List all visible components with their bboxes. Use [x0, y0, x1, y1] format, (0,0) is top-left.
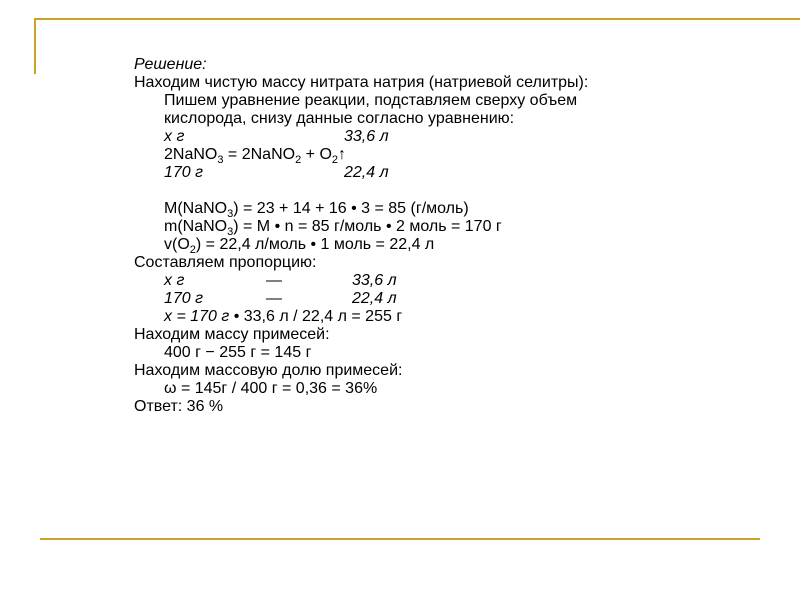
prop-row1-dash: — [266, 272, 282, 289]
prop-row1-b: 33,6 л [352, 272, 397, 289]
eq-part1: 2NaNO [164, 146, 218, 163]
frame-top-rule [34, 18, 800, 20]
volume-sub: 2 [189, 244, 196, 256]
eq-part2: = 2NaNO [223, 146, 296, 163]
mass-sub: 3 [227, 226, 234, 238]
impurity-fraction-title: Находим массовую долю примесей: [134, 362, 403, 379]
eq-top-left: x г [164, 128, 185, 145]
frame-left-accent [34, 18, 36, 74]
solution-heading: Решение: [134, 56, 207, 73]
molar-sub: 3 [227, 208, 234, 220]
impurity-mass-title: Находим массу примесей: [134, 326, 330, 343]
equation-bottom-labels [134, 164, 774, 182]
proportion-row1 [134, 272, 774, 290]
answer-line: Ответ: 36 % [134, 398, 224, 415]
reaction-equation [134, 146, 774, 164]
equation-top-labels [134, 128, 774, 146]
impurity-mass-calc: 400 г − 255 г = 145 г [164, 344, 312, 361]
eq-sub1: 3 [217, 154, 224, 166]
prop-result-italic: x = 170 г [164, 308, 230, 325]
molar-mass-line [134, 200, 774, 218]
molar-p2: ) = 23 + 14 + 16 • 3 = 85 (г/моль) [233, 200, 469, 217]
eq-bottom-right: 22,4 л [344, 164, 389, 181]
eq-part3: + O [301, 146, 332, 163]
proportion-title: Составляем пропорцию: [134, 254, 317, 271]
step1-line2: кислорода, снизу данные согласно уравнению: [164, 110, 515, 127]
prop-row1-a: x г [164, 272, 185, 289]
proportion-result [134, 308, 774, 326]
prop-row2-a: 170 г [164, 290, 204, 307]
step1-line1: Пишем уравнение реакции, подставляем сверху объем [164, 92, 578, 109]
eq-sub3: 2 [331, 154, 339, 166]
spacer [134, 182, 774, 200]
mass-p1: m(NaNO [164, 218, 228, 235]
eq-bottom-left: 170 г [164, 164, 204, 181]
slide-content [134, 56, 774, 416]
impurity-fraction-calc: ω = 145г / 400 г = 0,36 = 36% [164, 380, 378, 397]
volume-line [134, 236, 774, 254]
proportion-row2 [134, 290, 774, 308]
prop-row2-b: 22,4 л [352, 290, 397, 307]
eq-sub2: 2 [295, 154, 302, 166]
prop-result-rest: • 33,6 л / 22,4 л = 255 г [229, 308, 403, 325]
mass-line [134, 218, 774, 236]
molar-p1: M(NaNO [164, 200, 228, 217]
step1-title: Находим чистую массу нитрата натрия (натриевой селитры): [134, 74, 589, 91]
volume-p2: ) = 22,4 л/моль • 1 моль = 22,4 л [195, 236, 435, 253]
frame-bottom-rule [40, 538, 760, 540]
eq-top-right: 33,6 л [344, 128, 389, 145]
prop-row2-dash: — [266, 290, 282, 307]
mass-p2: ) = M • n = 85 г/моль • 2 моль = 170 г [233, 218, 502, 235]
eq-arrow: ↑ [338, 146, 347, 163]
volume-p1: v(O [164, 236, 190, 253]
